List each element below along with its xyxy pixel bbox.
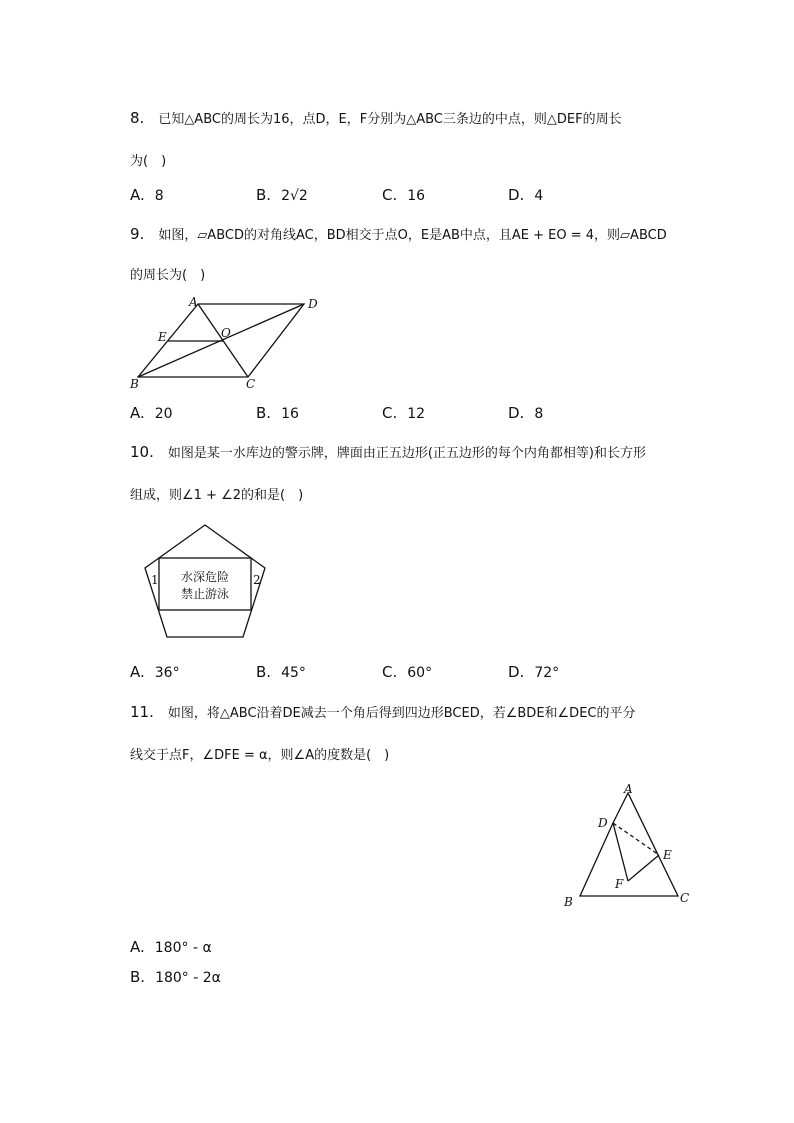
q11-label-e: E: [663, 848, 672, 862]
q8-option-c-letter: C.: [382, 186, 398, 204]
q10-option-d-letter: D.: [508, 663, 525, 681]
q11-number: 11.: [130, 703, 154, 721]
q11-label-a: A: [624, 782, 633, 796]
q10-angle-2-label: 2: [253, 573, 261, 587]
q11-option-b-letter: B.: [130, 968, 146, 986]
q9-label-e: E: [158, 330, 167, 344]
q9-label-b: B: [130, 377, 139, 391]
q9-stem-line2: 的周长为( ): [130, 268, 206, 283]
q8-option-c-text: 16: [407, 188, 426, 204]
q8-number: 8.: [130, 109, 145, 127]
q9-option-d[interactable]: [508, 404, 543, 422]
q8-option-b-text: 2√2: [281, 188, 308, 204]
q9-stem-line1: [130, 224, 667, 243]
q9-option-d-letter: D.: [508, 404, 525, 422]
q10-sign-text-line2: 禁止游泳: [180, 587, 230, 601]
q9-option-b[interactable]: [256, 404, 299, 422]
q10-option-b[interactable]: [256, 663, 306, 681]
q8-option-d[interactable]: [508, 186, 543, 204]
q8-stem-line1: [130, 108, 622, 127]
q10-stem-line2: 组成，则∠1 + ∠2的和是( ): [130, 488, 304, 503]
q11-label-c: C: [680, 891, 690, 905]
q11-stem-text1: 如图，将△ABC沿着DE减去一个角后得到四边形BCED，若∠BDE和∠DEC的平分: [167, 706, 636, 721]
q9-option-c-text: 12: [407, 406, 426, 422]
q11-option-a-text: 180° - α: [154, 940, 212, 956]
q11-label-d: D: [598, 816, 608, 830]
q9-option-a-letter: A.: [130, 404, 145, 422]
q11-option-b-text: 180° - 2α: [155, 970, 221, 986]
q11-label-b: B: [564, 895, 573, 909]
q9-option-d-text: 8: [534, 406, 544, 422]
q9-label-a: A: [189, 295, 198, 309]
q8-stem-text1: 已知△ABC的周长为16，点D，E，F分别为△ABC三条边的中点，则△DEF的周长: [158, 112, 622, 127]
q8-option-a-text: 8: [154, 188, 164, 204]
q9-option-c-letter: C.: [382, 404, 398, 422]
q10-rectangle: [159, 558, 251, 610]
q11-stem-line2: 线交于点F，∠DFE = α，则∠A的度数是( ): [130, 748, 390, 763]
q9-stem-text1: 如图，▱ABCD的对角线AC，BD相交于点O，E是AB中点，且AE + EO = 4，则▱ABCD: [158, 228, 667, 243]
q10-option-a-letter: A.: [130, 663, 145, 681]
q11-bisector-ef: [628, 855, 659, 881]
q10-angle-1-label: 1: [151, 573, 159, 587]
q10-stem-text1: 如图是某一水库边的警示牌，牌面由正五边形(正五边形的每个内角都相等)和长方形: [167, 446, 647, 461]
q8-option-b-letter: B.: [256, 186, 272, 204]
q9-option-b-text: 16: [281, 406, 299, 422]
q10-sign-text-line1: 水深危险: [180, 570, 230, 584]
q9-parallelogram-figure: [126, 294, 336, 394]
q8-stem-line2: 为( ): [130, 154, 167, 169]
q10-option-b-text: 45°: [281, 665, 306, 681]
q10-option-a-text: 36°: [154, 665, 180, 681]
q9-option-a-text: 20: [154, 406, 173, 422]
q10-stem-line1: [130, 442, 646, 461]
q8-option-d-text: 4: [534, 188, 544, 204]
q8-option-c[interactable]: [382, 186, 425, 204]
q11-triangle-figure: [560, 780, 700, 910]
q11-option-b[interactable]: [130, 968, 221, 986]
q8-option-a[interactable]: [130, 186, 164, 204]
q10-option-b-letter: B.: [256, 663, 272, 681]
q11-stem-line1: [130, 702, 636, 721]
q8-option-b[interactable]: [256, 186, 308, 204]
q10-option-c-text: 60°: [407, 665, 433, 681]
q9-label-o: O: [221, 326, 231, 340]
q9-option-c[interactable]: [382, 404, 425, 422]
q8-option-a-letter: A.: [130, 186, 145, 204]
q11-option-a-letter: A.: [130, 938, 145, 956]
q9-label-c: C: [246, 377, 256, 391]
q10-number: 10.: [130, 443, 154, 461]
q9-option-a[interactable]: [130, 404, 173, 422]
q10-option-a[interactable]: [130, 663, 180, 681]
q11-label-f: F: [615, 877, 624, 891]
q10-option-c[interactable]: [382, 663, 432, 681]
q9-label-d: D: [308, 297, 318, 311]
q9-option-b-letter: B.: [256, 404, 272, 422]
q9-number: 9.: [130, 225, 145, 243]
q10-option-d-text: 72°: [534, 665, 560, 681]
q11-option-a[interactable]: [130, 938, 212, 956]
q10-option-c-letter: C.: [382, 663, 398, 681]
q8-option-d-letter: D.: [508, 186, 525, 204]
q10-warning-sign-figure: [140, 520, 270, 642]
q10-option-d[interactable]: [508, 663, 559, 681]
